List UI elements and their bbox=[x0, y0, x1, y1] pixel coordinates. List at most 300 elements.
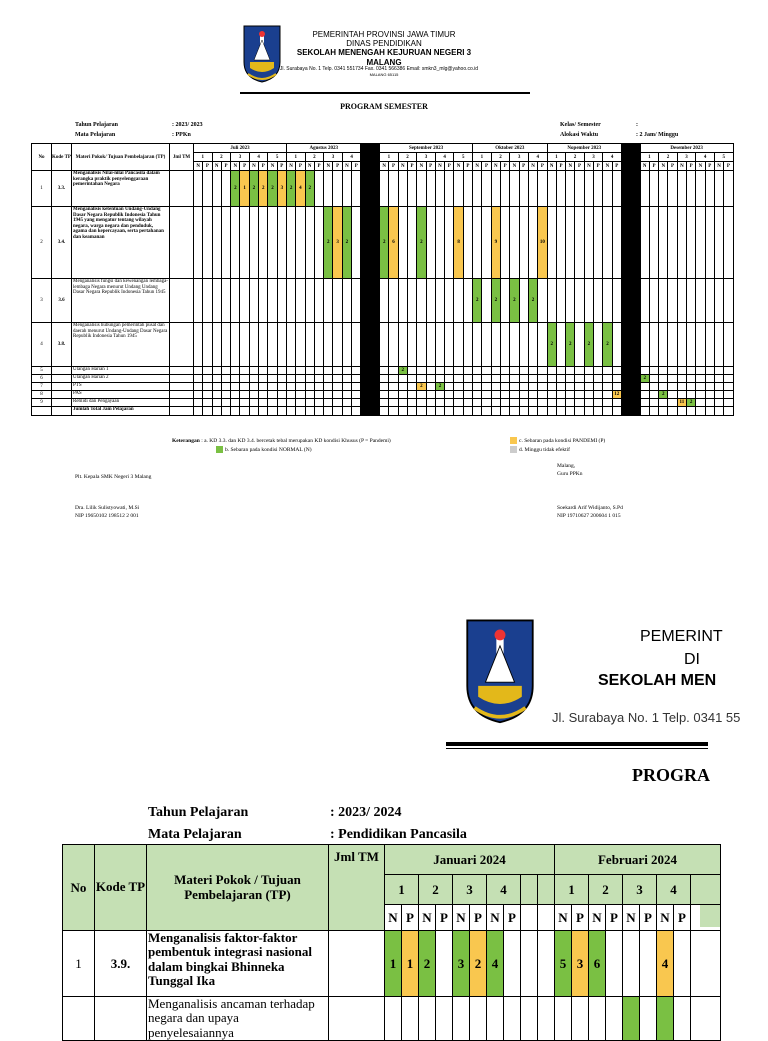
pandemi-col: P bbox=[221, 162, 230, 171]
empty-cell bbox=[389, 171, 398, 207]
empty-cell bbox=[714, 399, 723, 407]
week-number: 3 bbox=[417, 153, 436, 162]
empty-cell bbox=[491, 171, 500, 207]
empty-cell bbox=[594, 375, 603, 383]
empty-cell bbox=[640, 931, 657, 997]
normal-col: N bbox=[547, 162, 556, 171]
empty-cell bbox=[194, 367, 203, 375]
col-materi-2: Materi Pokok / Tujuan Pembelajaran (TP) bbox=[147, 845, 329, 931]
empty-cell bbox=[640, 407, 649, 416]
empty-cell bbox=[342, 407, 351, 416]
empty-cell bbox=[556, 399, 565, 407]
empty-cell bbox=[528, 407, 537, 416]
empty-cell bbox=[333, 399, 342, 407]
allocation-cell: 3 bbox=[572, 931, 589, 997]
row-kode: 3.9. bbox=[95, 931, 147, 997]
empty-cell bbox=[538, 375, 547, 383]
empty-cell bbox=[714, 279, 723, 323]
pandemi-col: P bbox=[724, 162, 733, 171]
pandemi-col: P bbox=[640, 905, 657, 931]
empty-cell bbox=[482, 407, 491, 416]
empty-cell bbox=[547, 399, 556, 407]
week-number: 5 bbox=[714, 153, 733, 162]
empty-cell bbox=[305, 407, 314, 416]
empty-cell bbox=[519, 407, 528, 416]
empty-cell bbox=[572, 997, 589, 1041]
empty-cell bbox=[649, 323, 658, 367]
empty-cell bbox=[566, 399, 575, 407]
normal-col: N bbox=[385, 905, 402, 931]
empty-cell bbox=[314, 383, 323, 391]
week-number: 3 bbox=[677, 153, 696, 162]
empty-cell bbox=[705, 367, 714, 375]
col-no-2: No bbox=[63, 845, 95, 931]
empty-cell bbox=[482, 323, 491, 367]
empty-cell bbox=[691, 997, 721, 1041]
empty-cell bbox=[528, 207, 537, 279]
mapel-label: Mata Pelajaran bbox=[75, 131, 116, 138]
empty-cell bbox=[231, 323, 240, 367]
empty-cell bbox=[547, 367, 556, 375]
normal-col: N bbox=[417, 162, 426, 171]
empty-cell bbox=[473, 399, 482, 407]
empty-cell bbox=[510, 375, 519, 383]
empty-cell bbox=[212, 207, 221, 279]
empty-cell bbox=[677, 279, 686, 323]
row-no: 4 bbox=[32, 323, 52, 367]
empty-cell bbox=[687, 171, 696, 207]
empty-cell bbox=[538, 279, 547, 323]
row-kode bbox=[52, 391, 72, 399]
week-number: 2 bbox=[659, 153, 678, 162]
empty-cell bbox=[203, 279, 212, 323]
empty-cell bbox=[575, 391, 584, 399]
empty-cell bbox=[491, 391, 500, 399]
empty-cell bbox=[277, 279, 286, 323]
empty-cell bbox=[221, 391, 230, 399]
mapel-value: : PPKn bbox=[172, 131, 191, 138]
empty-cell bbox=[268, 279, 277, 323]
empty-cell bbox=[594, 171, 603, 207]
allocation-cell: 2 bbox=[603, 323, 612, 367]
empty-cell bbox=[417, 367, 426, 375]
empty-cell bbox=[519, 375, 528, 383]
row-materi: Menganalisis ancaman terhadap negara dan upaya penyelesaiannya bbox=[147, 997, 329, 1041]
tahun-label-2: Tahun Pelajaran bbox=[148, 805, 249, 820]
pandemi-col: P bbox=[436, 905, 453, 931]
empty-cell bbox=[286, 367, 295, 375]
pandemi-col: P bbox=[407, 162, 416, 171]
empty-cell bbox=[445, 407, 454, 416]
letterhead2-rule-thin bbox=[446, 748, 708, 749]
empty-cell bbox=[277, 383, 286, 391]
empty-cell bbox=[470, 997, 487, 1041]
empty-cell bbox=[407, 367, 416, 375]
empty-cell bbox=[445, 391, 454, 399]
empty-cell bbox=[724, 407, 733, 416]
empty-cell bbox=[668, 207, 677, 279]
normal-col: N bbox=[510, 162, 519, 171]
empty-cell bbox=[623, 931, 640, 997]
empty-cell bbox=[677, 207, 686, 279]
row-no: 5 bbox=[32, 367, 52, 375]
empty-cell bbox=[696, 407, 705, 416]
normal-col: N bbox=[454, 162, 463, 171]
empty-cell bbox=[500, 323, 509, 367]
empty-cell bbox=[696, 383, 705, 391]
empty-cell bbox=[426, 391, 435, 399]
row-no: 3 bbox=[32, 279, 52, 323]
normal-col: N bbox=[212, 162, 221, 171]
empty-cell bbox=[519, 391, 528, 399]
empty-cell bbox=[463, 407, 472, 416]
empty-cell bbox=[314, 399, 323, 407]
empty-cell bbox=[575, 171, 584, 207]
allocation-cell: 2 bbox=[491, 279, 500, 323]
allocation-cell: 10 bbox=[538, 207, 547, 279]
normal-col: N bbox=[696, 162, 705, 171]
week-spacer bbox=[538, 875, 555, 905]
empty-cell bbox=[649, 383, 658, 391]
empty-cell bbox=[687, 383, 696, 391]
empty-cell bbox=[603, 207, 612, 279]
empty-cell bbox=[538, 997, 555, 1041]
empty-cell bbox=[687, 375, 696, 383]
empty-cell bbox=[555, 997, 572, 1041]
normal-col: N bbox=[342, 162, 351, 171]
empty-cell bbox=[454, 279, 463, 323]
pandemi-col: P bbox=[482, 162, 491, 171]
empty-cell bbox=[268, 383, 277, 391]
empty-cell bbox=[407, 391, 416, 399]
empty-cell bbox=[259, 207, 268, 279]
week-number: 4 bbox=[342, 153, 361, 162]
empty-cell bbox=[426, 383, 435, 391]
empty-cell bbox=[691, 931, 721, 997]
empty-cell bbox=[668, 279, 677, 323]
empty-cell bbox=[463, 383, 472, 391]
empty-cell bbox=[296, 383, 305, 391]
empty-cell bbox=[603, 383, 612, 391]
row-jml bbox=[170, 399, 194, 407]
row-kode bbox=[52, 375, 72, 383]
week-number: 3 bbox=[584, 153, 603, 162]
empty-cell bbox=[606, 997, 623, 1041]
page-title-2: PROGRA bbox=[632, 765, 710, 785]
empty-cell bbox=[324, 171, 333, 207]
empty-cell bbox=[249, 207, 258, 279]
empty-cell bbox=[203, 399, 212, 407]
empty-cell bbox=[705, 383, 714, 391]
pandemi-col: P bbox=[463, 162, 472, 171]
empty-cell bbox=[649, 171, 658, 207]
empty-cell bbox=[342, 367, 351, 375]
keterangan-b: b. Sebaran pada kondisi NORMAL (N) bbox=[225, 446, 312, 453]
row-kode bbox=[52, 407, 72, 416]
empty-cell bbox=[221, 375, 230, 383]
pandemi-col: P bbox=[352, 162, 361, 171]
empty-cell bbox=[668, 391, 677, 399]
empty-cell bbox=[305, 323, 314, 367]
empty-cell bbox=[696, 367, 705, 375]
empty-cell bbox=[724, 207, 733, 279]
empty-cell bbox=[724, 279, 733, 323]
empty-cell bbox=[277, 391, 286, 399]
empty-cell bbox=[435, 323, 444, 367]
row-materi: Menganalisis Nilai-nilai Pancasila dalam kerangka praktik penyelenggaraan pemerintahan Negara bbox=[72, 171, 170, 207]
empty-cell bbox=[324, 391, 333, 399]
empty-cell bbox=[584, 391, 593, 399]
allocation-cell: 8 bbox=[454, 207, 463, 279]
empty-cell bbox=[203, 367, 212, 375]
allocation-cell: 4 bbox=[657, 931, 674, 997]
empty-cell bbox=[556, 375, 565, 383]
empty-cell bbox=[417, 171, 426, 207]
empty-cell bbox=[305, 391, 314, 399]
empty-cell bbox=[259, 323, 268, 367]
row-materi: Ulangan Harian 1 bbox=[72, 367, 170, 375]
empty-cell bbox=[398, 171, 407, 207]
east-java-emblem-icon bbox=[460, 612, 540, 727]
pandemi-col: P bbox=[575, 162, 584, 171]
empty-cell bbox=[714, 323, 723, 367]
empty-cell bbox=[426, 279, 435, 323]
empty-cell bbox=[473, 407, 482, 416]
allocation-cell: 2 bbox=[659, 391, 668, 399]
allocation-cell: 3 bbox=[277, 171, 286, 207]
empty-cell bbox=[240, 383, 249, 391]
allocation-cell: 4 bbox=[296, 171, 305, 207]
empty-cell bbox=[584, 279, 593, 323]
empty-cell bbox=[445, 383, 454, 391]
empty-cell bbox=[203, 407, 212, 416]
col-kode: Kode TP bbox=[52, 144, 72, 171]
empty-cell bbox=[212, 407, 221, 416]
allocation-cell bbox=[623, 997, 640, 1041]
allocation-cell: 2 bbox=[566, 323, 575, 367]
allocation-cell bbox=[657, 997, 674, 1041]
keterangan-label: Keterangan bbox=[172, 438, 200, 444]
empty-cell bbox=[389, 391, 398, 399]
empty-cell bbox=[277, 323, 286, 367]
empty-cell bbox=[566, 375, 575, 383]
empty-cell bbox=[714, 383, 723, 391]
empty-cell bbox=[352, 375, 361, 383]
empty-cell bbox=[240, 407, 249, 416]
empty-cell bbox=[538, 391, 547, 399]
normal-col: N bbox=[714, 162, 723, 171]
row-materi: Remidi dan Pengayaan bbox=[72, 399, 170, 407]
empty-cell bbox=[352, 367, 361, 375]
empty-cell bbox=[696, 375, 705, 383]
empty-cell bbox=[714, 367, 723, 375]
row-jml bbox=[170, 375, 194, 383]
empty-cell bbox=[240, 367, 249, 375]
empty-cell bbox=[649, 207, 658, 279]
empty-cell bbox=[268, 323, 277, 367]
empty-cell bbox=[473, 367, 482, 375]
empty-cell bbox=[231, 383, 240, 391]
allocation-cell: 12 bbox=[612, 391, 621, 399]
empty-cell bbox=[556, 279, 565, 323]
normal-swatch bbox=[216, 446, 223, 453]
empty-cell bbox=[473, 383, 482, 391]
week-number: 2 bbox=[491, 153, 510, 162]
empty-cell bbox=[603, 279, 612, 323]
empty-cell bbox=[659, 367, 668, 375]
empty-cell bbox=[314, 207, 323, 279]
empty-cell bbox=[519, 207, 528, 279]
empty-cell bbox=[389, 323, 398, 367]
col-materi: Materi Pokok/ Tujuan Pembelajaran (TP) bbox=[72, 144, 170, 171]
empty-cell bbox=[668, 407, 677, 416]
empty-cell bbox=[426, 207, 435, 279]
empty-cell bbox=[705, 407, 714, 416]
week-number: 2 bbox=[398, 153, 417, 162]
empty-cell bbox=[277, 407, 286, 416]
empty-cell bbox=[594, 367, 603, 375]
empty-cell bbox=[603, 407, 612, 416]
allocation-cell: 2 bbox=[305, 171, 314, 207]
empty-cell bbox=[286, 207, 295, 279]
empty-cell bbox=[352, 279, 361, 323]
empty-cell bbox=[194, 171, 203, 207]
empty-cell bbox=[231, 207, 240, 279]
spacer-cell bbox=[691, 905, 721, 931]
empty-cell bbox=[407, 383, 416, 391]
normal-col: N bbox=[487, 905, 504, 931]
sign-left-nip: NIP 19650102 198512 2 001 bbox=[75, 513, 139, 520]
row-jml bbox=[329, 931, 385, 997]
empty-cell bbox=[668, 375, 677, 383]
empty-cell bbox=[575, 375, 584, 383]
letterhead-rule bbox=[240, 92, 530, 94]
week-number: 2 bbox=[589, 875, 623, 905]
letterhead-line2: DINAS PENDIDIKAN bbox=[346, 39, 422, 49]
empty-cell bbox=[417, 375, 426, 383]
letterhead-line6: MALANG 65115 bbox=[369, 71, 399, 77]
empty-cell bbox=[426, 171, 435, 207]
empty-cell bbox=[268, 407, 277, 416]
allocation-cell: 2 bbox=[342, 207, 351, 279]
row-materi: Menganalisis fungsi dan kewenangan lembaga-lembaga Negara menurut Undang Undang Dasar Negara Republik Indonesia Tahun 1945 bbox=[72, 279, 170, 323]
letterhead-line5: Jl. Surabaya No. 1 Telp. 0341 551734 Fax. 0341 566386 Email: smkn3_mlg@yahoo.co.id bbox=[279, 65, 479, 72]
empty-cell bbox=[603, 391, 612, 399]
empty-cell bbox=[705, 279, 714, 323]
empty-cell bbox=[194, 279, 203, 323]
empty-cell bbox=[203, 383, 212, 391]
empty-cell bbox=[500, 399, 509, 407]
empty-cell bbox=[714, 207, 723, 279]
empty-cell bbox=[398, 407, 407, 416]
empty-cell bbox=[212, 279, 221, 323]
empty-cell bbox=[296, 279, 305, 323]
pandemi-col: P bbox=[594, 162, 603, 171]
empty-cell bbox=[603, 171, 612, 207]
empty-cell bbox=[687, 367, 696, 375]
empty-cell bbox=[714, 391, 723, 399]
normal-col: N bbox=[640, 162, 649, 171]
col-kode-2: Kode TP bbox=[95, 845, 147, 931]
week-number: 4 bbox=[696, 153, 715, 162]
empty-cell bbox=[482, 391, 491, 399]
empty-cell bbox=[668, 399, 677, 407]
empty-cell bbox=[454, 323, 463, 367]
row-materi: Menganalisis hubungan pemerintah pusat dan daerah menurut Undang-Undang Dasar Negara Republik Indonesia Tahun 1945 bbox=[72, 323, 170, 367]
row-materi: PAS bbox=[72, 391, 170, 399]
empty-cell bbox=[612, 367, 621, 375]
page-title: PROGRAM SEMESTER bbox=[340, 102, 428, 111]
empty-cell bbox=[528, 323, 537, 367]
empty-cell bbox=[240, 207, 249, 279]
empty-cell bbox=[305, 367, 314, 375]
empty-cell bbox=[194, 375, 203, 383]
empty-cell bbox=[221, 323, 230, 367]
empty-cell bbox=[352, 171, 361, 207]
empty-cell bbox=[538, 931, 555, 997]
week-number: 5 bbox=[268, 153, 287, 162]
empty-cell bbox=[528, 375, 537, 383]
allocation-cell: 5 bbox=[555, 931, 572, 997]
empty-cell bbox=[677, 407, 686, 416]
week-number: 1 bbox=[194, 153, 213, 162]
allocation-cell: 2 bbox=[380, 207, 389, 279]
allocation-cell: 2 bbox=[324, 207, 333, 279]
allocation-cell: 2 bbox=[398, 367, 407, 375]
allocation-cell: 6 bbox=[389, 207, 398, 279]
empty-cell bbox=[687, 391, 696, 399]
allocation-cell: 2 bbox=[231, 171, 240, 207]
empty-cell bbox=[677, 383, 686, 391]
empty-cell bbox=[463, 391, 472, 399]
empty-cell bbox=[389, 367, 398, 375]
empty-cell bbox=[677, 171, 686, 207]
empty-cell bbox=[342, 375, 351, 383]
empty-cell bbox=[380, 399, 389, 407]
week-spacer bbox=[521, 875, 538, 905]
empty-cell bbox=[463, 399, 472, 407]
empty-cell bbox=[714, 171, 723, 207]
empty-cell bbox=[398, 383, 407, 391]
normal-col: N bbox=[324, 162, 333, 171]
empty-cell bbox=[268, 207, 277, 279]
empty-cell bbox=[296, 207, 305, 279]
empty-cell bbox=[677, 367, 686, 375]
allocation-cell: 1 bbox=[240, 171, 249, 207]
empty-cell bbox=[398, 391, 407, 399]
empty-cell bbox=[724, 375, 733, 383]
empty-cell bbox=[194, 399, 203, 407]
empty-cell bbox=[259, 383, 268, 391]
empty-cell bbox=[398, 207, 407, 279]
empty-cell bbox=[659, 407, 668, 416]
letterhead-line4: MALANG bbox=[366, 57, 402, 67]
empty-cell bbox=[659, 375, 668, 383]
empty-cell bbox=[268, 399, 277, 407]
empty-cell bbox=[519, 323, 528, 367]
week-number: 4 bbox=[487, 875, 521, 905]
empty-cell bbox=[342, 399, 351, 407]
week-spacer bbox=[691, 875, 721, 905]
empty-cell bbox=[305, 279, 314, 323]
row-kode: 3.3. bbox=[52, 171, 72, 207]
empty-cell bbox=[566, 207, 575, 279]
month-header: Desember 2023 bbox=[640, 144, 733, 153]
empty-cell bbox=[259, 375, 268, 383]
empty-cell bbox=[519, 367, 528, 375]
empty-cell bbox=[612, 383, 621, 391]
empty-cell bbox=[203, 375, 212, 383]
